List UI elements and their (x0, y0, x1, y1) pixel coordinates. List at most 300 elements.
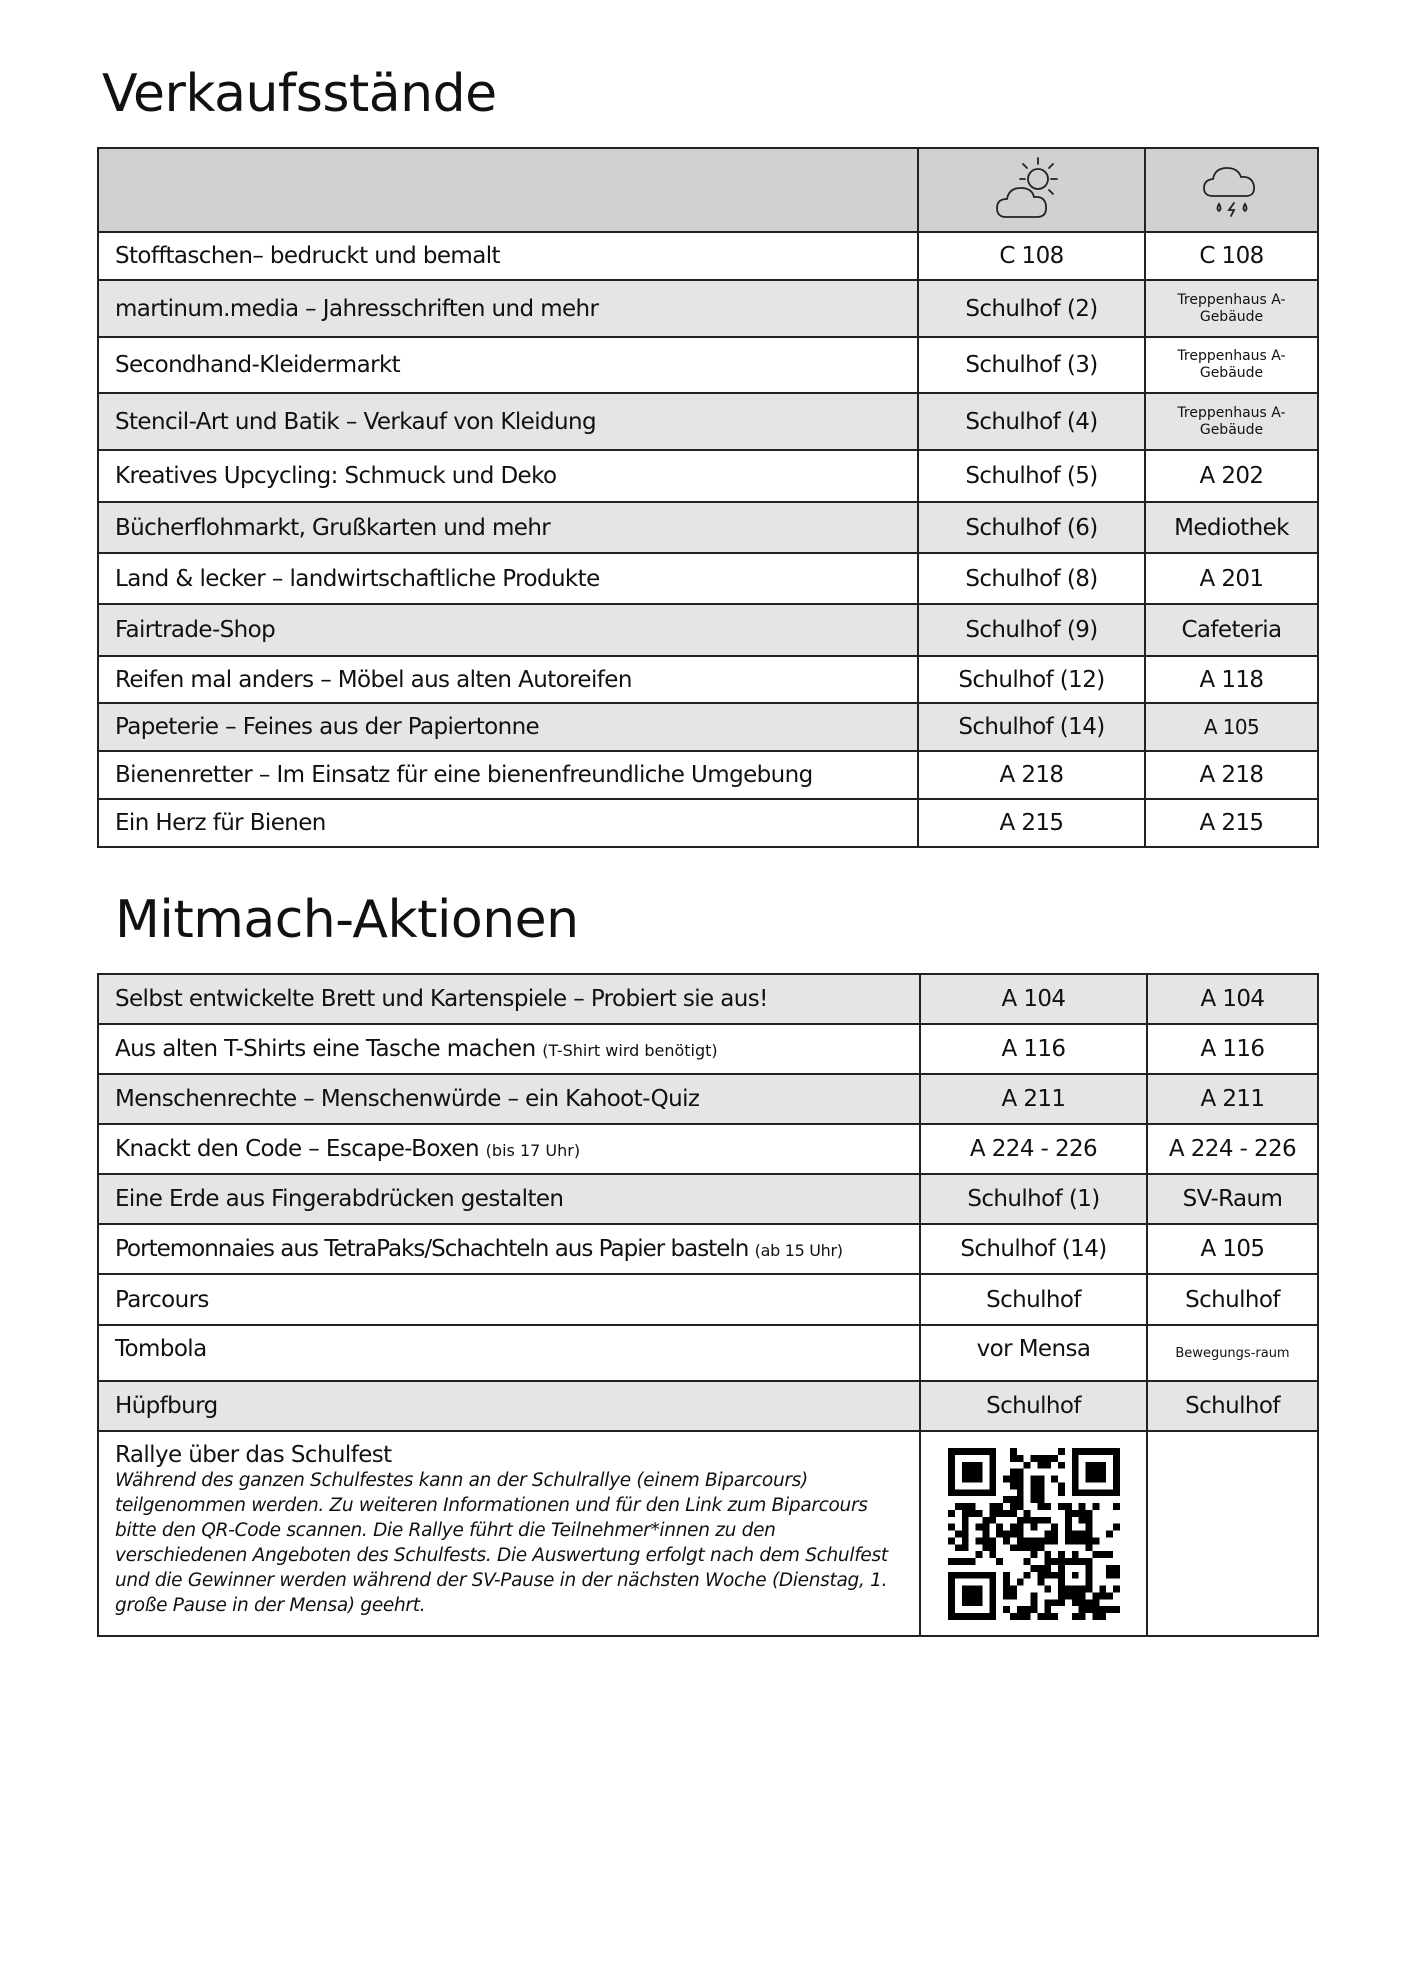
qr-module (1078, 1509, 1085, 1516)
table-row (98, 450, 1318, 502)
qr-module (1099, 1489, 1106, 1496)
empty-cell (1147, 1431, 1318, 1636)
location-sunny: Schulhof (8) (918, 553, 1145, 604)
activity-title: Knackt den Code – Escape-Boxen (115, 1136, 479, 1162)
qr-module (1023, 1544, 1030, 1551)
qr-module (989, 1599, 996, 1606)
qr-module (1044, 1571, 1051, 1578)
qr-module (1037, 1454, 1044, 1461)
qr-module (1106, 1564, 1113, 1571)
qr-module (989, 1454, 996, 1461)
activity-name (98, 1024, 920, 1074)
qr-module (1044, 1530, 1051, 1537)
qr-module (961, 1585, 968, 1592)
qr-module (1071, 1613, 1078, 1620)
qr-module (989, 1489, 996, 1496)
qr-module (1051, 1523, 1058, 1530)
qr-module (1085, 1475, 1092, 1482)
qr-module (1051, 1454, 1058, 1461)
table-row (98, 553, 1318, 604)
header-sunny-cell (918, 148, 1145, 232)
qr-module (982, 1544, 989, 1551)
qr-module (1058, 1503, 1065, 1510)
qr-module (989, 1613, 996, 1620)
qr-module (1037, 1503, 1044, 1510)
location-sunny: Schulhof (3) (918, 337, 1145, 393)
qr-module (1058, 1564, 1065, 1571)
table-row (98, 703, 1318, 751)
qr-module (1106, 1592, 1113, 1599)
location-rain: Treppenhaus A-Gebäude (1145, 393, 1318, 450)
qr-module (1092, 1606, 1099, 1613)
stand-name: Ein Herz für Bienen (98, 799, 918, 847)
qr-module (1078, 1516, 1085, 1523)
qr-module (989, 1503, 996, 1510)
qr-module (989, 1544, 996, 1551)
qr-module (968, 1448, 975, 1455)
qr-module (1051, 1475, 1058, 1482)
qr-module (989, 1475, 996, 1482)
qr-module (948, 1585, 955, 1592)
qr-module (1016, 1530, 1023, 1537)
qr-module (1085, 1537, 1092, 1544)
rallye-title: Rallye über das Schulfest (115, 1442, 392, 1468)
qr-module (982, 1613, 989, 1620)
qr-module (1092, 1475, 1099, 1482)
table-row (98, 502, 1318, 553)
location-sunny: A 215 (918, 799, 1145, 847)
table-row (98, 1024, 1318, 1074)
qr-module (1092, 1461, 1099, 1468)
stand-name: martinum.media – Jahresschriften und mehr (98, 280, 918, 337)
qr-module (1030, 1489, 1037, 1496)
activity-note: (ab 15 Uhr) (754, 1241, 843, 1260)
stand-name: Stencil-Art und Batik – Verkauf von Kleidung (98, 393, 918, 450)
verkaufsstaende-table (97, 147, 1319, 848)
qr-module (948, 1613, 955, 1620)
qr-module (1044, 1613, 1051, 1620)
qr-module (954, 1489, 961, 1496)
qr-module (1044, 1585, 1051, 1592)
qr-module (954, 1530, 961, 1537)
qr-module (1016, 1544, 1023, 1551)
qr-module (982, 1516, 989, 1523)
qr-module (948, 1578, 955, 1585)
qr-module (968, 1461, 975, 1468)
qr-module (1051, 1613, 1058, 1620)
qr-module (954, 1448, 961, 1455)
qr-module (1009, 1496, 1016, 1503)
qr-module (1071, 1454, 1078, 1461)
qr-module (996, 1558, 1003, 1565)
location-sunny: C 108 (918, 232, 1145, 280)
qr-module (1037, 1564, 1044, 1571)
qr-module (1044, 1503, 1051, 1510)
location-rain: Bewegungs-raum (1147, 1325, 1318, 1381)
qr-module (968, 1475, 975, 1482)
qr-module (1023, 1558, 1030, 1565)
qr-module (1113, 1585, 1120, 1592)
qr-module (961, 1523, 968, 1530)
qr-module (1106, 1530, 1113, 1537)
qr-module (968, 1489, 975, 1496)
qr-module (989, 1585, 996, 1592)
qr-module (1051, 1571, 1058, 1578)
qr-module (948, 1448, 955, 1455)
table-row (98, 1074, 1318, 1124)
qr-module (1009, 1503, 1016, 1510)
qr-module (1044, 1606, 1051, 1613)
table-row (98, 656, 1318, 703)
qr-module (1003, 1578, 1010, 1585)
qr-module (1044, 1564, 1051, 1571)
qr-module (1016, 1503, 1023, 1510)
qr-module (1071, 1599, 1078, 1606)
qr-module (1037, 1461, 1044, 1468)
qr-module (1078, 1613, 1085, 1620)
qr-module (1016, 1468, 1023, 1475)
qr-module (1003, 1537, 1010, 1544)
qr-module (954, 1544, 961, 1551)
qr-module (1051, 1530, 1058, 1537)
qr-module (1085, 1606, 1092, 1613)
qr-module (1009, 1585, 1016, 1592)
location-sunny: Schulhof (1) (920, 1174, 1147, 1224)
location-rain: A 211 (1147, 1074, 1318, 1124)
qr-module (1003, 1585, 1010, 1592)
activity-title: Parcours (115, 1286, 209, 1313)
qr-module (975, 1475, 982, 1482)
qr-module (1058, 1592, 1065, 1599)
qr-module (1071, 1461, 1078, 1468)
qr-module (1092, 1468, 1099, 1475)
qr-module (1058, 1571, 1065, 1578)
qr-module (1030, 1544, 1037, 1551)
qr-module (948, 1482, 955, 1489)
qr-module (1037, 1578, 1044, 1585)
qr-module (1016, 1537, 1023, 1544)
activity-note: (T-Shirt wird benötigt) (542, 1041, 718, 1060)
qr-module (1085, 1564, 1092, 1571)
location-rain: C 108 (1145, 232, 1318, 280)
qr-code-cell (920, 1431, 1147, 1636)
qr-module (1099, 1613, 1106, 1620)
qr-module (1113, 1448, 1120, 1455)
qr-module (1085, 1489, 1092, 1496)
qr-module (975, 1571, 982, 1578)
qr-module (1113, 1482, 1120, 1489)
qr-module (1113, 1489, 1120, 1496)
location-sunny: Schulhof (14) (918, 703, 1145, 751)
table-row (98, 1381, 1318, 1431)
location-sunny: Schulhof (2) (918, 280, 1145, 337)
qr-module (982, 1537, 989, 1544)
qr-module (1085, 1599, 1092, 1606)
activity-name (98, 974, 920, 1024)
qr-module (1113, 1564, 1120, 1571)
stand-name: Kreatives Upcycling: Schmuck und Deko (98, 450, 918, 502)
qr-module (1016, 1482, 1023, 1489)
qr-module (982, 1489, 989, 1496)
qr-module (1113, 1468, 1120, 1475)
qr-module (1085, 1523, 1092, 1530)
qr-module (1071, 1530, 1078, 1537)
qr-module (1113, 1503, 1120, 1510)
qr-module (1099, 1448, 1106, 1455)
qr-module (1058, 1585, 1065, 1592)
qr-module (1044, 1558, 1051, 1565)
qr-module (1023, 1613, 1030, 1620)
qr-module (968, 1509, 975, 1516)
qr-module (1099, 1461, 1106, 1468)
qr-module (1030, 1475, 1037, 1482)
qr-module (975, 1592, 982, 1599)
rallye-description: Während des ganzen Schulfestes kann an der Schulrallye (einem Biparcours) teilgenommen werden. Zu weiteren Informationen und für den Link zum Biparcours bitte den QR-Code scannen. Die Rallye führt die Teilnehmer*innen zu den verschiedenen Angeboten des Schulfests. Die Auswertung erfolgt nach dem Schulfest und die Gewinner werden während der SV-Pause in der nächsten Woche (Dienstag, 1. große Pause in der Mensa) geehrt. (115, 1470, 888, 1616)
qr-module (1092, 1599, 1099, 1606)
qr-module (1064, 1592, 1071, 1599)
qr-module (982, 1523, 989, 1530)
qr-module (1071, 1558, 1078, 1565)
qr-module (954, 1503, 961, 1510)
qr-module (948, 1606, 955, 1613)
qr-module (954, 1558, 961, 1565)
location-rain: Schulhof (1147, 1381, 1318, 1431)
qr-module (1092, 1592, 1099, 1599)
qr-module (1044, 1454, 1051, 1461)
qr-module (1009, 1475, 1016, 1482)
table-header-row (98, 148, 1318, 232)
qr-module (961, 1613, 968, 1620)
qr-module (961, 1592, 968, 1599)
section-title-mitmach-aktionen: Mitmach-Aktionen (115, 890, 579, 950)
qr-module (989, 1509, 996, 1516)
qr-module (1016, 1475, 1023, 1482)
activity-name (98, 1224, 920, 1274)
qr-module (961, 1558, 968, 1565)
qr-module (968, 1585, 975, 1592)
location-sunny: Schulhof (6) (918, 502, 1145, 553)
rallye-cell (98, 1431, 920, 1636)
qr-module (1092, 1613, 1099, 1620)
qr-module (1037, 1571, 1044, 1578)
qr-module (1037, 1613, 1044, 1620)
qr-module (948, 1599, 955, 1606)
qr-module (989, 1516, 996, 1523)
qr-module (1092, 1489, 1099, 1496)
partly-sunny-icon (992, 155, 1072, 225)
qr-module (1030, 1516, 1037, 1523)
qr-module (961, 1599, 968, 1606)
qr-module (1113, 1571, 1120, 1578)
activity-name (98, 1174, 920, 1224)
location-sunny: A 224 - 226 (920, 1124, 1147, 1174)
qr-module (1085, 1468, 1092, 1475)
qr-module (1037, 1516, 1044, 1523)
qr-module (1064, 1503, 1071, 1510)
location-sunny: Schulhof (920, 1274, 1147, 1325)
qr-module (989, 1482, 996, 1489)
qr-module (948, 1592, 955, 1599)
qr-module (1058, 1448, 1065, 1455)
qr-module (968, 1558, 975, 1565)
qr-module (948, 1537, 955, 1544)
qr-module (1023, 1509, 1030, 1516)
qr-module (982, 1571, 989, 1578)
activity-title: Aus alten T-Shirts eine Tasche machen (115, 1036, 536, 1062)
activity-name (98, 1325, 920, 1381)
location-sunny: Schulhof (920, 1381, 1147, 1431)
qr-module (954, 1613, 961, 1620)
location-rain: Cafeteria (1145, 604, 1318, 656)
stand-name: Secondhand-Kleidermarkt (98, 337, 918, 393)
qr-module (1106, 1606, 1113, 1613)
qr-module (961, 1475, 968, 1482)
qr-module (1064, 1558, 1071, 1565)
qr-module (1078, 1606, 1085, 1613)
qr-module (1009, 1448, 1016, 1455)
qr-module (1016, 1578, 1023, 1585)
qr-module (1037, 1482, 1044, 1489)
qr-module (1009, 1482, 1016, 1489)
qr-module (948, 1475, 955, 1482)
qr-module (1064, 1516, 1071, 1523)
qr-module (1071, 1482, 1078, 1489)
qr-module (1003, 1592, 1010, 1599)
qr-module (1113, 1523, 1120, 1530)
qr-code-icon[interactable] (948, 1448, 1120, 1620)
location-rain: A 215 (1145, 799, 1318, 847)
qr-module (1003, 1496, 1010, 1503)
qr-module (1058, 1482, 1065, 1489)
location-rain: A 104 (1147, 974, 1318, 1024)
qr-module (989, 1551, 996, 1558)
qr-module (1030, 1592, 1037, 1599)
qr-module (1009, 1613, 1016, 1620)
qr-module (1078, 1585, 1085, 1592)
qr-module (1030, 1564, 1037, 1571)
qr-module (1071, 1468, 1078, 1475)
qr-module (1030, 1454, 1037, 1461)
activity-title: Portemonnaies aus TetraPaks/Schachteln aus Papier basteln (115, 1236, 749, 1262)
qr-module (1071, 1475, 1078, 1482)
activity-name (98, 1074, 920, 1124)
qr-module (989, 1606, 996, 1613)
qr-module (1003, 1571, 1010, 1578)
activity-name (98, 1124, 920, 1174)
qr-module (989, 1468, 996, 1475)
activity-title: Menschenrechte – Menschenwürde – ein Kahoot-Quiz (115, 1086, 700, 1112)
qr-module (948, 1571, 955, 1578)
qr-module (1085, 1558, 1092, 1565)
qr-module (961, 1516, 968, 1523)
qr-module (1023, 1516, 1030, 1523)
qr-module (1085, 1585, 1092, 1592)
qr-module (975, 1489, 982, 1496)
qr-module (1058, 1578, 1065, 1585)
qr-module (1009, 1530, 1016, 1537)
qr-module (1092, 1537, 1099, 1544)
qr-module (989, 1578, 996, 1585)
qr-module (1071, 1489, 1078, 1496)
qr-module (1085, 1544, 1092, 1551)
activity-name (98, 1381, 920, 1431)
qr-module (1085, 1509, 1092, 1516)
qr-module (996, 1503, 1003, 1510)
location-rain: Schulhof (1147, 1274, 1318, 1325)
qr-module (1003, 1606, 1010, 1613)
qr-module (1009, 1544, 1016, 1551)
qr-module (1071, 1537, 1078, 1544)
qr-module (968, 1468, 975, 1475)
qr-module (1078, 1592, 1085, 1599)
qr-module (1092, 1551, 1099, 1558)
qr-module (1064, 1537, 1071, 1544)
qr-module (1030, 1537, 1037, 1544)
location-rain: A 202 (1145, 450, 1318, 502)
qr-module (1085, 1571, 1092, 1578)
qr-module (948, 1454, 955, 1461)
section-title-verkaufsstaende: Verkaufsstände (102, 64, 497, 124)
header-empty-cell (98, 148, 918, 232)
qr-module (975, 1448, 982, 1455)
qr-module (1071, 1509, 1078, 1516)
qr-module (1113, 1606, 1120, 1613)
qr-module (1016, 1454, 1023, 1461)
qr-module (968, 1613, 975, 1620)
table-row (98, 1325, 1318, 1381)
qr-module (948, 1468, 955, 1475)
stand-name: Papeterie – Feines aus der Papiertonne (98, 703, 918, 751)
qr-module (948, 1523, 955, 1530)
qr-module (1058, 1599, 1065, 1606)
qr-module (975, 1523, 982, 1530)
qr-module (1016, 1613, 1023, 1620)
qr-module (1099, 1592, 1106, 1599)
qr-module (1009, 1592, 1016, 1599)
qr-module (1009, 1523, 1016, 1530)
qr-module (961, 1503, 968, 1510)
location-rain: A 105 (1145, 703, 1318, 751)
qr-module (1078, 1503, 1085, 1510)
qr-module (961, 1571, 968, 1578)
qr-module (1009, 1468, 1016, 1475)
location-sunny: Schulhof (5) (918, 450, 1145, 502)
qr-module (1085, 1461, 1092, 1468)
qr-module (968, 1599, 975, 1606)
stand-name: Reifen mal anders – Möbel aus alten Autoreifen (98, 656, 918, 703)
qr-module (1016, 1496, 1023, 1503)
table-row (98, 1124, 1318, 1174)
qr-module (1113, 1461, 1120, 1468)
qr-module (975, 1585, 982, 1592)
qr-module (1078, 1530, 1085, 1537)
qr-module (1099, 1468, 1106, 1475)
qr-module (961, 1530, 968, 1537)
qr-module (1009, 1454, 1016, 1461)
stand-name: Land & lecker – landwirtschaftliche Produkte (98, 553, 918, 604)
qr-module (1023, 1571, 1030, 1578)
qr-module (961, 1468, 968, 1475)
qr-module (1071, 1585, 1078, 1592)
qr-module (1058, 1551, 1065, 1558)
qr-module (968, 1503, 975, 1510)
qr-module (954, 1571, 961, 1578)
qr-module (1037, 1489, 1044, 1496)
qr-module (1064, 1585, 1071, 1592)
qr-module (1051, 1599, 1058, 1606)
qr-module (1016, 1523, 1023, 1530)
stand-name: Stofftaschen– bedruckt und bemalt (98, 232, 918, 280)
